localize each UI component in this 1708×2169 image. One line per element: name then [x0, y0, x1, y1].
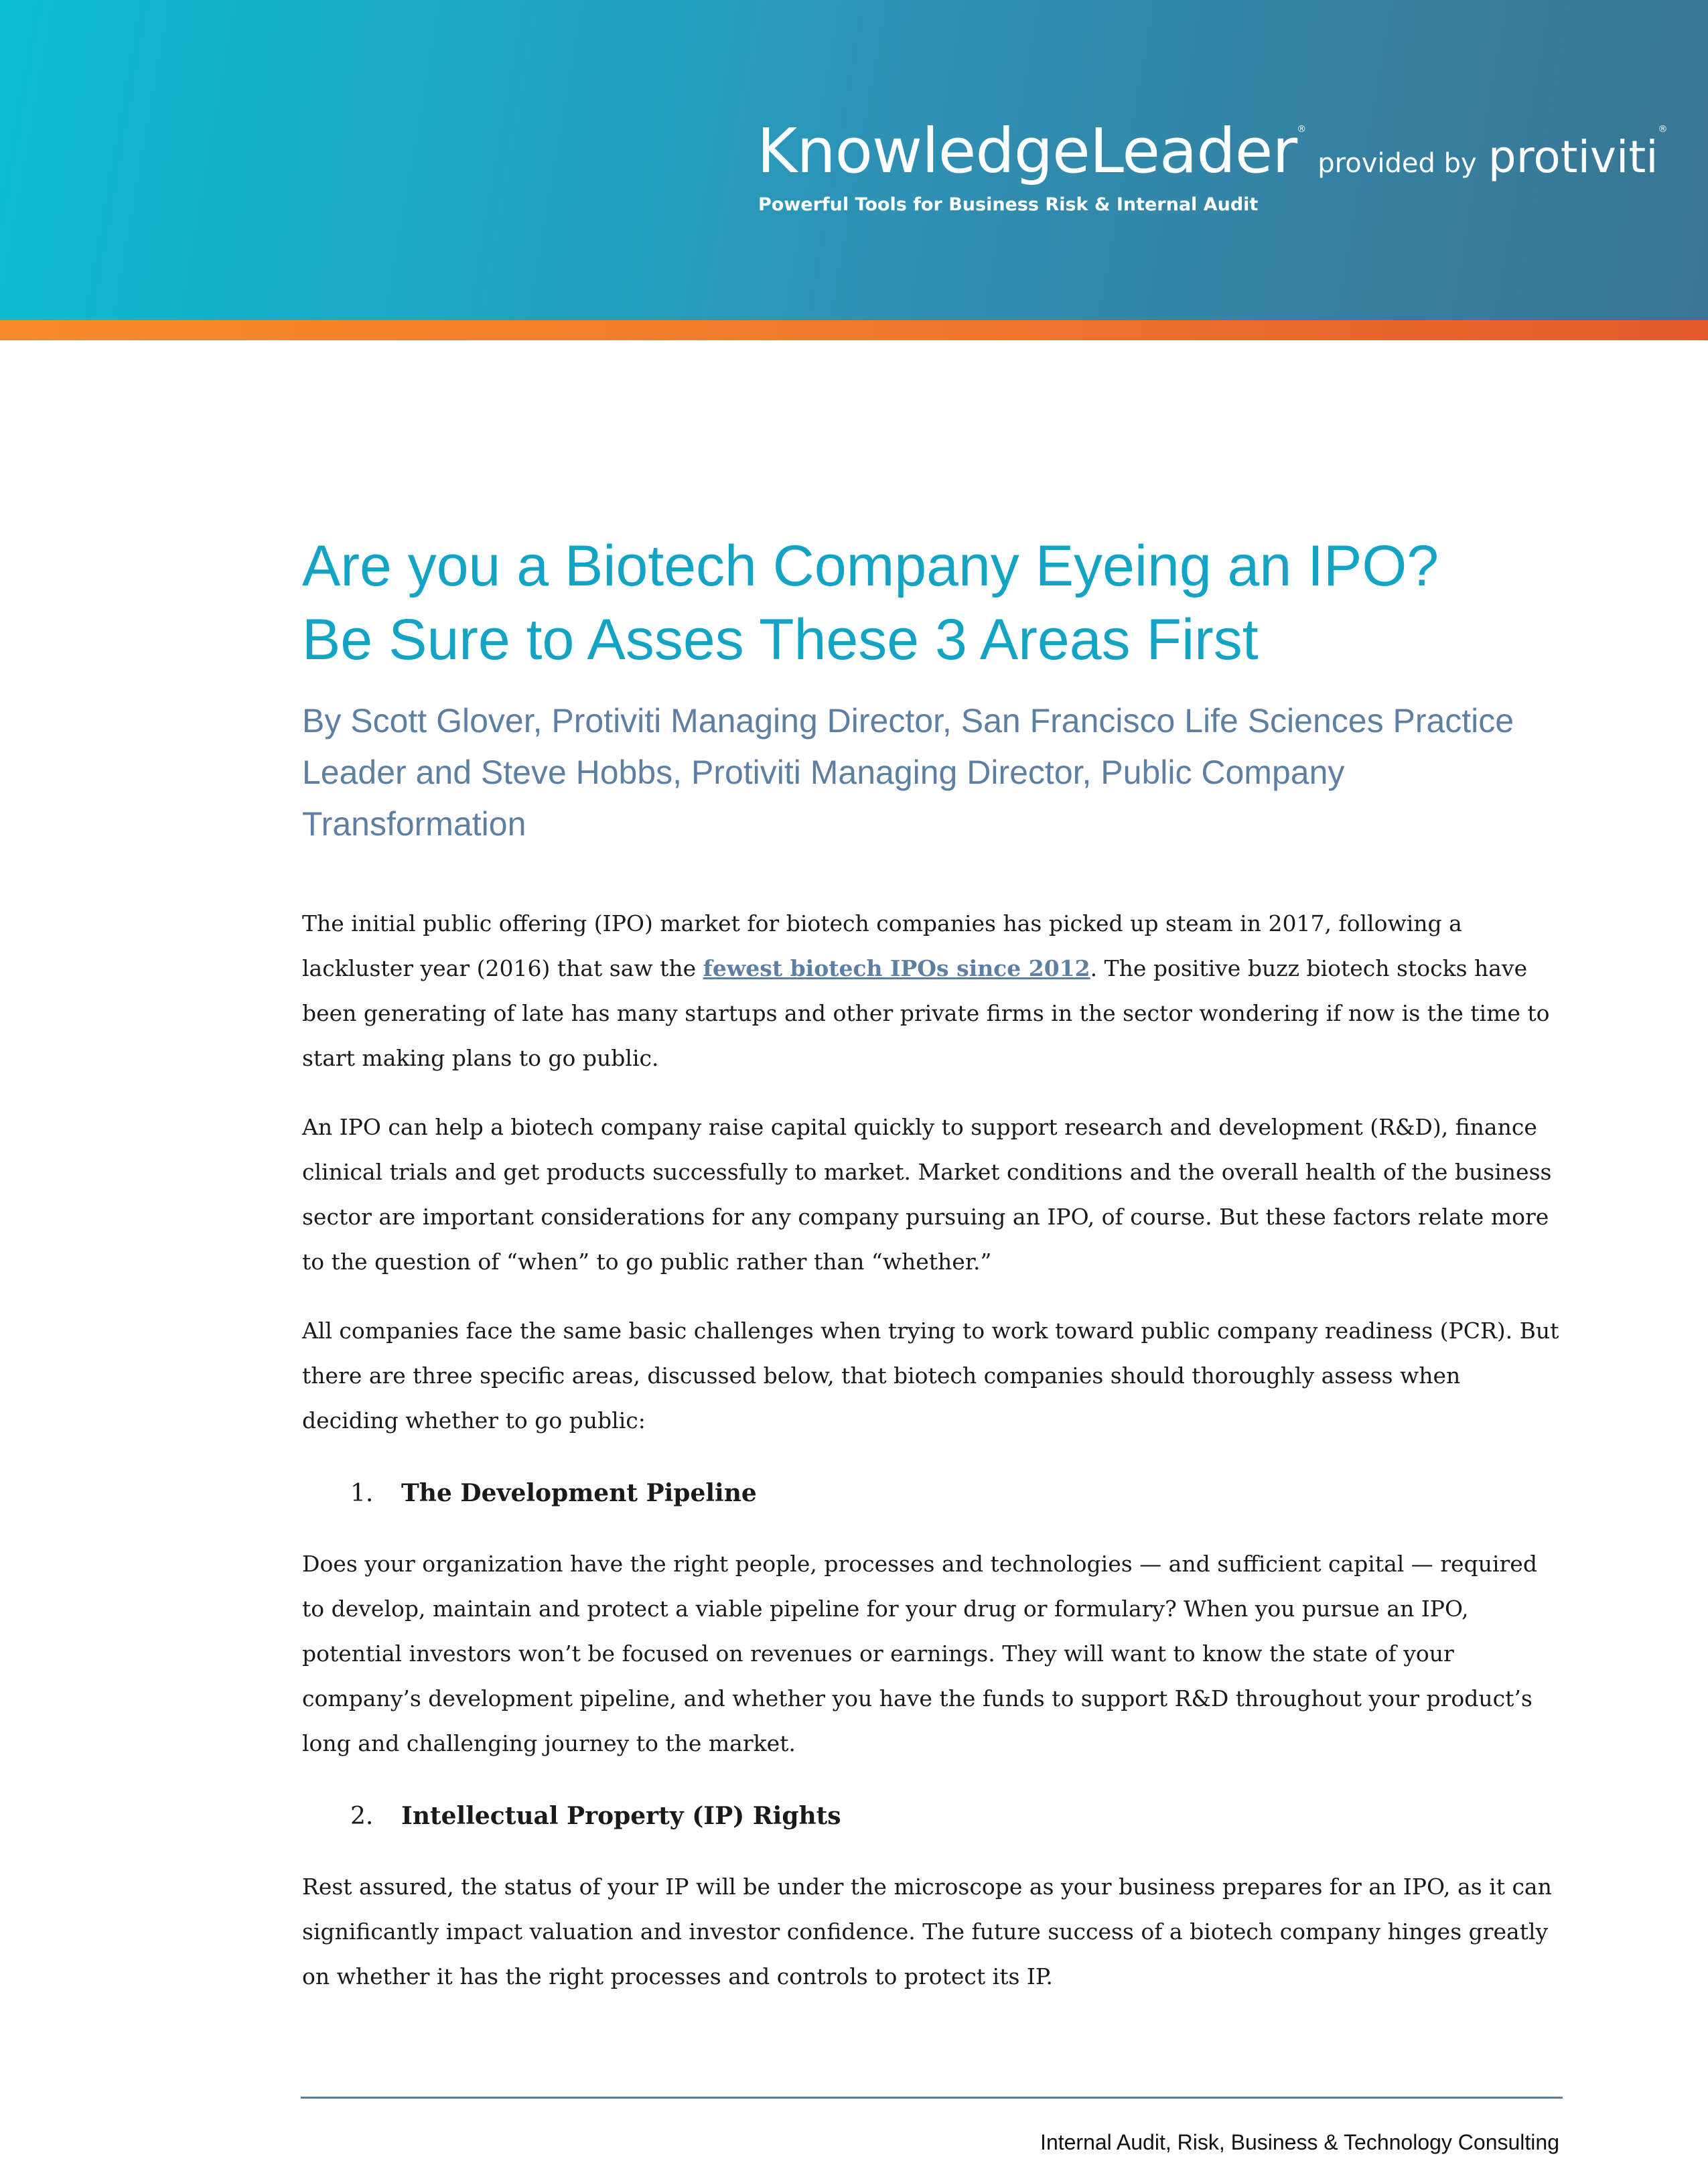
paragraph-three-areas: All companies face the same basic challenges when trying to work toward public company readiness (PCR). But there are three specific areas, discussed below, that biotech companies should thoroughly assess when deciding whether to go public: [302, 1318, 1559, 1433]
brand-logo [757, 115, 1676, 187]
brand-registered-mark: ® [1297, 124, 1307, 135]
section-heading-development-pipeline [302, 1470, 1561, 1517]
provided-by-text: provided by [1318, 148, 1477, 179]
brand-name: KnowledgeLeader [757, 115, 1297, 187]
paragraph-intro-text-2: . The positive buzz biotech stocks have been generating of late has many startups and other private firms in the sector wondering if now is the time to start making plans to go public. [302, 955, 1550, 1071]
paragraph-ip-rights: Rest assured, the status of your IP will be under the microscope as your business prepares for an IPO, as it can significantly impact valuation and investor confidence. The future success of a biotech company hinges greatly on whether it has the right processes and controls to protect its IP. [302, 1874, 1552, 1989]
article [302, 529, 1561, 1999]
fewest-biotech-ipos-link[interactable]: fewest biotech IPOs since 2012 [703, 955, 1090, 981]
section-number: 1. [350, 1480, 374, 1507]
paragraph-ipo-benefits: An IPO can help a biotech company raise capital quickly to support research and development (R&D), finance clinical trials and get products successfully to market. Market conditions and the overall health of the business sector are important considerations for any company pursuing an IPO, of course. But these factors relate more to the question of “when” to go public rather than “whether.” [302, 1114, 1552, 1275]
article-byline: By Scott Glover, Protiviti Managing Director, San Francisco Life Sciences Practice Leader and Steve Hobbs, Protiviti Managing Director, Public Company Transformation [302, 702, 1514, 843]
company-registered-mark: ® [1658, 124, 1668, 135]
header-accent-stripe [0, 320, 1708, 340]
footer-tagline: Internal Audit, Risk, Business & Technology Consulting [1040, 2130, 1559, 2154]
section-heading-ip-rights [302, 1793, 1561, 1840]
article-title [302, 529, 1561, 677]
title-line-2: Be Sure to Asses These 3 Areas First [302, 608, 1259, 672]
company-name: protiviti [1488, 131, 1658, 183]
section-number: 2. [350, 1803, 374, 1830]
footer-divider [301, 2097, 1563, 2099]
section-title: The Development Pipeline [401, 1479, 757, 1507]
section-title: Intellectual Property (IP) Rights [401, 1802, 841, 1830]
title-line-1: Are you a Biotech Company Eyeing an IPO? [302, 534, 1439, 598]
paragraph-development-pipeline: Does your organization have the right people, processes and technologies — and sufficient capital — required to develop, maintain and protect a viable pipeline for your drug or formulary? When you pursue an IPO, potential investors won’t be focused on revenues or earnings. They will want to know the state of your company’s development pipeline, and whether you have the funds to support R&D throughout your product’s long and challenging journey to the market. [302, 1551, 1537, 1756]
paragraph-intro [302, 901, 1561, 1080]
paragraph-intro-text-1: The initial public offering (IPO) market for biotech companies has picked up steam in 2017, following a lackluster year (2016) that saw the [302, 910, 1462, 981]
brand-tagline: Powerful Tools for Business Risk & Internal Audit [758, 194, 1259, 215]
